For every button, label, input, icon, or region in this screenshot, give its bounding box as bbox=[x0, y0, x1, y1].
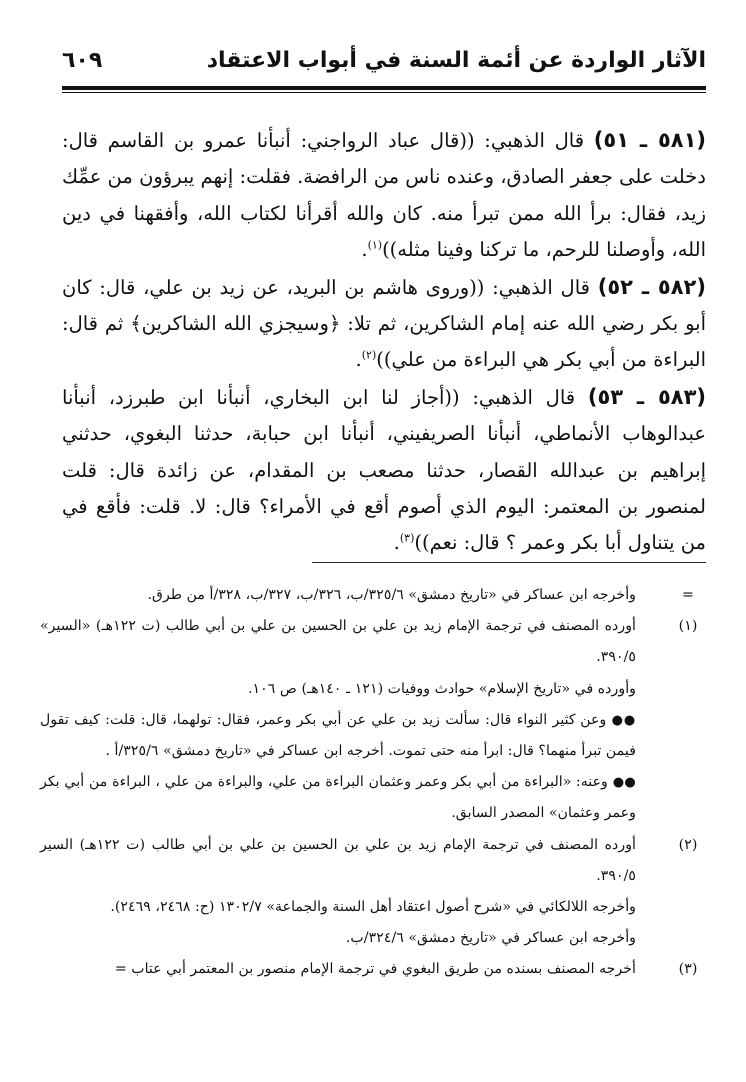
footnote-line: وأخرجه اللالكائي في «شرح أصول اعتقاد أهل السنة والجماعة» ١٣٠٢/٧ (ح: ٢٤٦٨، ٢٤٦٩). bbox=[110, 899, 636, 916]
footnote-2 bbox=[40, 830, 716, 955]
header-rule-thick bbox=[62, 86, 706, 90]
narration-text: قال الذهبي: ((وروى هاشم بن البريد، عن زيد بن علي، قال: كان أبو بكر رضي الله عنه إمام الشاكرين، ثم تلا: ﴿وسيجزي الله الشاكرين﴾ ثم قال: البراءة من أبي بكر هي البراءة من علي)) bbox=[62, 275, 706, 372]
footnote-continuation bbox=[40, 580, 716, 611]
footnote-mark: (٢) bbox=[678, 836, 698, 853]
footnote-mark: (٣) bbox=[678, 961, 698, 978]
page-number: ٦٠٩ bbox=[62, 47, 103, 73]
narration-number: (٥٨٢ ـ ٥٢) bbox=[597, 274, 706, 299]
footnote-ref[interactable]: (٢) bbox=[361, 348, 377, 362]
running-header bbox=[62, 40, 706, 80]
narration-text: قال الذهبي: ((أجاز لنا ابن البخاري، أنبأنا ابن طبرزد، أنبأنا عبدالوهاب الأنماطي، أنبأنا الصريفيني، أنبأنا ابن حبابة، حدثنا البغوي، حدثني إبراهيم بن عبدالله القصار، حدثنا مصعب بن المقدام، عن زائدة قال: قلت لمنصور بن المعتمر: اليوم الذي أصوم أقع في الأمراء؟ قال: لا. قلت: فأقع في من يتناول أبا بكر وعمر ؟ قال: نعم)) bbox=[62, 385, 706, 555]
narration-number: (٥٨٣ ـ ٥٣) bbox=[587, 384, 706, 409]
footnote-bullet-text: وعن كثير النواء قال: سألت زيد بن علي عن أبي بكر وعمر، فقال: تولهما، قال: قلت: كيف تقول فيمن تبرأ منهما؟ قال: ابرأ منه حتى تموت. أخرجه ابن عساكر في «تاريخ دمشق» ٣٢٥/٦/أ . bbox=[40, 711, 636, 760]
footnote-bullet-item bbox=[40, 767, 636, 829]
full-stop: . bbox=[393, 531, 400, 555]
full-stop: . bbox=[361, 238, 368, 262]
footnote-line: وأخرجه ابن عساكر في «تاريخ دمشق» ٣٢٤/٦/ب. bbox=[345, 930, 636, 947]
footnote-line: أورده المصنف في ترجمة الإمام زيد بن علي بن الحسين بن علي بن أبي طالب (ت ١٢٢هـ) «السير» ٣٩٠/٥. bbox=[40, 618, 637, 666]
header-title: الآثار الواردة عن أئمة السنة في أبواب الاعتقاد bbox=[206, 47, 706, 73]
narration-text: قال الذهبي: ((قال عباد الرواجني: أنبأنا عمرو بن القاسم قال: دخلت على جعفر الصادق، وعنده ناس من الرافضة. فقلت: إنهم يبرؤون من عمِّك زيد، فقال: برأ الله ممن تبرأ منه. كان والله أقرأنا لكتاب الله، وأفقهنا في دين الله، وأوصلنا للرحم، ما تركنا وفينا مثله)) bbox=[62, 129, 706, 262]
bullet-icon: ●● bbox=[612, 775, 637, 791]
footnote-3 bbox=[40, 954, 716, 985]
narration-582 bbox=[62, 269, 706, 379]
narration-581 bbox=[62, 122, 706, 269]
footnote-text: وأخرجه ابن عساكر في «تاريخ دمشق» ٣٢٥/٦/ب، ٣٢٦/ب، ٣٢٧/ب، ٣٢٨/أ من طرق. bbox=[147, 587, 636, 603]
footnote-separator bbox=[312, 562, 706, 563]
footnote-bullet-item bbox=[40, 705, 636, 767]
narration-583 bbox=[62, 379, 706, 562]
bullet-icon: ●● bbox=[611, 712, 636, 728]
narration-number: (٥٨١ ـ ٥١) bbox=[593, 128, 706, 152]
footnote-mark: (١) bbox=[678, 618, 698, 635]
footnote-line: أورده المصنف في ترجمة الإمام زيد بن علي بن الحسين بن علي بن أبي طالب (ت ١٢٢هـ) السير ٣٩٠/٥. bbox=[40, 836, 636, 884]
footnote-line: وأورده في «تاريخ الإسلام» حوادث ووفيات (١٢١ ـ ١٤٠هـ) ص ١٠٦. bbox=[247, 680, 636, 697]
footnote-mark: = bbox=[682, 587, 694, 603]
full-stop: . bbox=[355, 348, 362, 372]
main-text bbox=[62, 122, 706, 562]
footnote-ref[interactable]: (١) bbox=[367, 238, 383, 252]
footnote-text: أخرجه المصنف بسنده من طريق البغوي في ترجمة الإمام منصور بن المعتمر أبي عتاب = bbox=[114, 961, 636, 978]
header-rule-thin bbox=[62, 92, 706, 93]
footnote-bullet-text: وعنه: «البراءة من أبي بكر وعمر وعثمان البراءة من علي، والبراءة من علي ، البراءة من أبي بكر وعمر وعثمان» المصدر السابق. bbox=[40, 774, 636, 822]
footnote-ref[interactable]: (٣) bbox=[399, 531, 415, 545]
footnotes bbox=[40, 580, 716, 986]
footnote-1 bbox=[40, 611, 716, 829]
